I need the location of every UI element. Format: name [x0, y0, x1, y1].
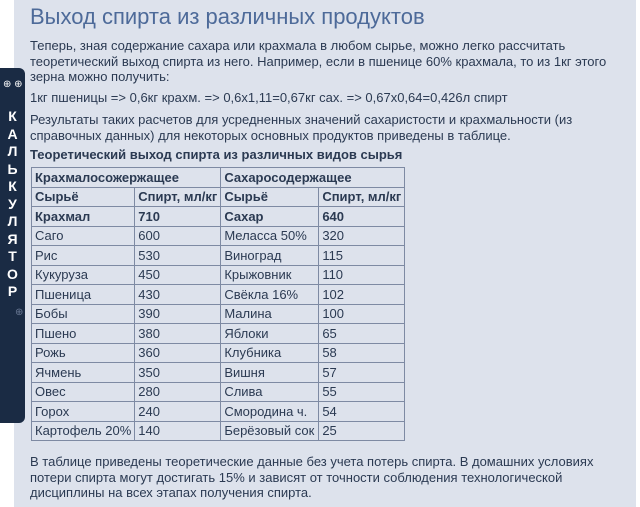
raw-material-starch-cell: Бобы — [32, 304, 135, 324]
table-row — [32, 382, 405, 402]
raw-material-sugar-cell: Сахар — [221, 207, 319, 227]
alcohol-yield-starch-cell: 280 — [135, 382, 221, 402]
plus-circle-icon: ⊕ — [15, 307, 24, 318]
group-header-starch: Крахмалосожержащее — [32, 168, 221, 188]
alcohol-yield-starch-cell: 710 — [135, 207, 221, 227]
yield-table — [31, 167, 405, 441]
alcohol-yield-sugar-cell: 55 — [319, 382, 405, 402]
raw-material-starch-cell: Рожь — [32, 343, 135, 363]
alcohol-yield-starch-cell: 390 — [135, 304, 221, 324]
intro-paragraph: Теперь, зная содержание сахара или крахмала в любом сырье, можно легко рассчитать теоретический выход спирта из него. Например, если в пшенице 60% крахмала, то из 1кг этого зерна можно получить: — [30, 38, 607, 84]
header-alcohol-yield-starch: Спирт, мл/кг — [135, 187, 221, 207]
sub-header-row — [32, 187, 405, 207]
raw-material-starch-cell: Овес — [32, 382, 135, 402]
formula-line: 1кг пшеницы => 0,6кг крахм. => 0,6х1,11=0,67кг сах. => 0,67х0,64=0,426л спирт — [30, 90, 508, 105]
raw-material-sugar-cell: Яблоки — [221, 324, 319, 344]
raw-material-sugar-cell: Меласса 50% — [221, 226, 319, 246]
alcohol-yield-sugar-cell: 58 — [319, 343, 405, 363]
table-row — [32, 343, 405, 363]
header-alcohol-yield-sugar: Спирт, мл/кг — [319, 187, 405, 207]
table-row — [32, 363, 405, 383]
raw-material-sugar-cell: Малина — [221, 304, 319, 324]
table-intro-paragraph: Результаты таких расчетов для усредненных значений сахаристости и крахмальности (из справочных данных) для некоторых основных продуктов приведены в таблице. — [30, 112, 573, 143]
raw-material-starch-cell: Картофель 20% — [32, 421, 135, 441]
group-header-sugar: Сахаросодержащее — [221, 168, 405, 188]
table-row — [32, 246, 405, 266]
table-row — [32, 402, 405, 422]
alcohol-yield-sugar-cell: 57 — [319, 363, 405, 383]
alcohol-yield-sugar-cell: 100 — [319, 304, 405, 324]
alcohol-yield-starch-cell: 380 — [135, 324, 221, 344]
alcohol-yield-starch-cell: 600 — [135, 226, 221, 246]
alcohol-yield-sugar-cell: 320 — [319, 226, 405, 246]
alcohol-yield-starch-cell: 350 — [135, 363, 221, 383]
raw-material-sugar-cell: Крыжовник — [221, 265, 319, 285]
alcohol-yield-starch-cell: 530 — [135, 246, 221, 266]
raw-material-sugar-cell: Клубника — [221, 343, 319, 363]
raw-material-sugar-cell: Слива — [221, 382, 319, 402]
header-raw-material-starch: Сырьё — [32, 187, 135, 207]
table-caption: Теоретический выход спирта из различных видов сырья — [30, 147, 403, 162]
alcohol-yield-sugar-cell: 115 — [319, 246, 405, 266]
page-title: Выход спирта из различных продуктов — [30, 4, 425, 29]
raw-material-starch-cell: Горох — [32, 402, 135, 422]
plus-circle-icon: ⊕ ⊕ — [3, 79, 23, 90]
table-row — [32, 421, 405, 441]
raw-material-sugar-cell: Свёкла 16% — [221, 285, 319, 305]
raw-material-starch-cell: Кукуруза — [32, 265, 135, 285]
raw-material-sugar-cell: Виноград — [221, 246, 319, 266]
raw-material-starch-cell: Саго — [32, 226, 135, 246]
alcohol-yield-sugar-cell: 65 — [319, 324, 405, 344]
table-row — [32, 304, 405, 324]
table-row — [32, 226, 405, 246]
alcohol-yield-starch-cell: 240 — [135, 402, 221, 422]
raw-material-sugar-cell: Смородина ч. — [221, 402, 319, 422]
raw-material-starch-cell: Пшено — [32, 324, 135, 344]
table-row — [32, 207, 405, 227]
raw-material-sugar-cell: Вишня — [221, 363, 319, 383]
table-row — [32, 285, 405, 305]
table-row — [32, 324, 405, 344]
raw-material-sugar-cell: Берёзовый сок — [221, 421, 319, 441]
table-row — [32, 265, 405, 285]
group-header-row — [32, 168, 405, 188]
raw-material-starch-cell: Крахмал — [32, 207, 135, 227]
footer-paragraph: В таблице приведены теоретические данные без учета потерь спирта. В домашних условиях потери спирта могут достигать 15% и зависят от точности соблюдения технологической дисциплины на всех этапах получения спирта. — [30, 454, 594, 500]
alcohol-yield-sugar-cell: 110 — [319, 265, 405, 285]
header-raw-material-sugar: Сырьё — [221, 187, 319, 207]
alcohol-yield-starch-cell: 430 — [135, 285, 221, 305]
alcohol-yield-sugar-cell: 54 — [319, 402, 405, 422]
raw-material-starch-cell: Пшеница — [32, 285, 135, 305]
calculator-tab[interactable] — [0, 68, 25, 423]
raw-material-starch-cell: Рис — [32, 246, 135, 266]
alcohol-yield-starch-cell: 450 — [135, 265, 221, 285]
alcohol-yield-starch-cell: 140 — [135, 421, 221, 441]
alcohol-yield-starch-cell: 360 — [135, 343, 221, 363]
raw-material-starch-cell: Ячмень — [32, 363, 135, 383]
alcohol-yield-sugar-cell: 102 — [319, 285, 405, 305]
calculator-tab-label: К А Л Ь К У Л Я Т О Р — [7, 108, 18, 299]
table-body — [32, 207, 405, 441]
alcohol-yield-sugar-cell: 25 — [319, 421, 405, 441]
alcohol-yield-sugar-cell: 640 — [319, 207, 405, 227]
